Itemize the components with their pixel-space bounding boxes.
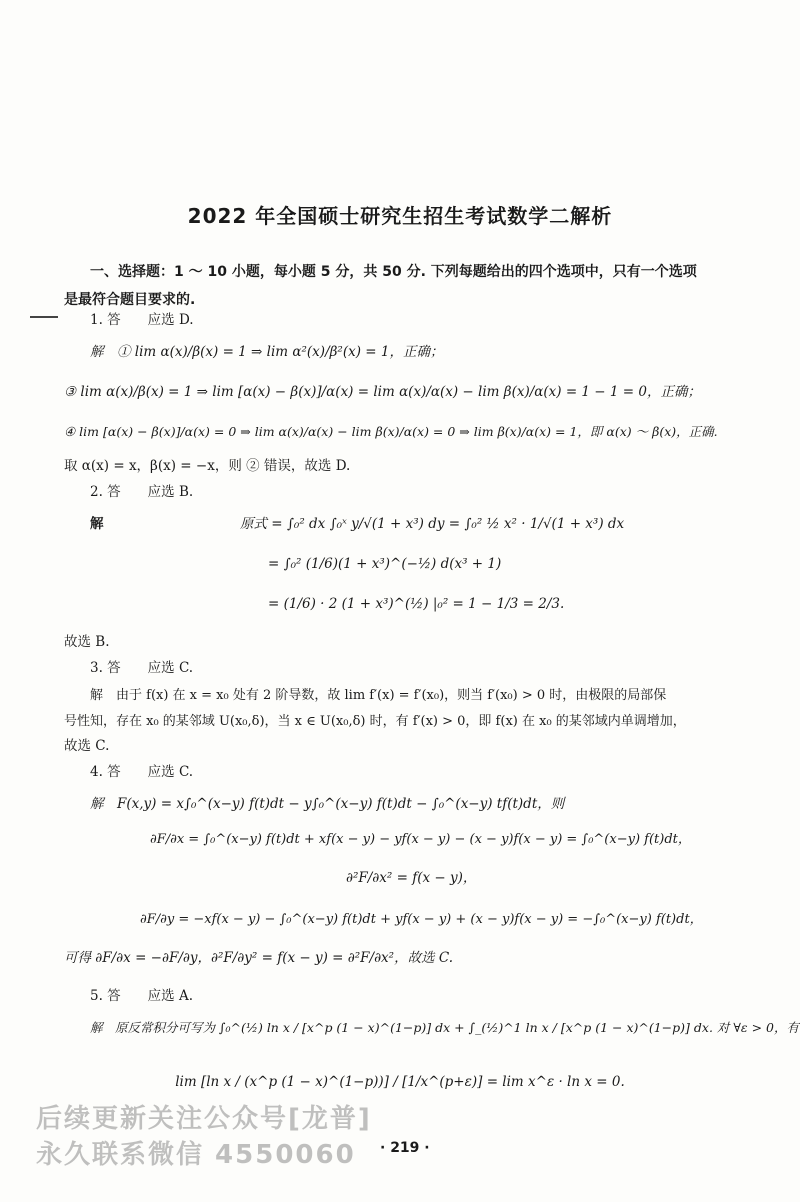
section-heading (64, 258, 744, 314)
q5-solution-line1: 解 原反常积分可写为 ∫₀^(½) ln x / [x^p (1 − x)^(1−p)] dx + ∫_(½)^1 ln x / [x^p (1 − x)^(1−p)] dx. 对 ∀ε > 0，有 (90, 1020, 799, 1035)
q2-solution-label: 解 (90, 516, 104, 532)
q1-solution-line1: 解 ① lim α(x)/β(x) = 1 ⇒ lim α²(x)/β²(x) = 1，正确； (90, 344, 444, 360)
q1-solution-line2: ③ lim α(x)/β(x) = 1 ⇒ lim [α(x) − β(x)]/α(x) = lim α(x)/α(x) − lim β(x)/α(x) = 1 − 1 = 0，正确； (64, 384, 701, 400)
q5-answer-header: 5. 答 应选 A. (90, 988, 194, 1004)
q2-solution-line2: = ∫₀² (1/6)(1 + x³)^(−½) d(x³ + 1) (268, 556, 502, 572)
page-number: · 219 · (380, 1140, 430, 1156)
watermark-line1: 后续更新关注公众号[龙普] (36, 1104, 372, 1134)
page-title: 2022 年全国硕士研究生招生考试数学二解析 (187, 204, 613, 228)
q3-solution-line2: 号性知，存在 x₀ 的某邻域 U(x₀,δ)，当 x ∈ U(x₀,δ) 时，有 f′(x) > 0，即 f(x) 在 x₀ 的某邻域内单调增加， (64, 714, 686, 729)
q2-answer-header: 2. 答 应选 B. (90, 484, 194, 500)
q5-solution-line2: lim [ln x / (x^p (1 − x)^(1−p))] / [1/x^(p+ε)] = lim x^ε · ln x = 0. (175, 1074, 625, 1090)
q1-solution-line3: ④ lim [α(x) − β(x)]/α(x) = 0 ⇒ lim α(x)/α(x) − lim β(x)/α(x) = 0 ⇒ lim β(x)/α(x) = 1，即 α(x) ～ β(x)，正确. (64, 424, 718, 439)
q2-solution-line3: = (1/6) · 2 (1 + x³)^(½) |₀² = 1 − 1/3 = 2/3. (268, 596, 565, 612)
q4-solution-line5: 可得 ∂F/∂x = −∂F/∂y，∂²F/∂y² = f(x − y) = ∂²F/∂x²，故选 C. (64, 950, 454, 966)
q2-solution-line1: 原式 = ∫₀² dx ∫₀ˣ y/√(1 + x³) dy = ∫₀² ½ x² · 1/√(1 + x³) dx (240, 516, 625, 532)
q3-solution-line3: 故选 C. (64, 738, 110, 754)
q4-solution-line1: 解 F(x,y) = x∫₀^(x−y) f(t)dt − y∫₀^(x−y) f(t)dt − ∫₀^(x−y) tf(t)dt，则 (90, 796, 565, 812)
q2-solution-line4: 故选 B. (64, 634, 110, 650)
margin-mark (30, 316, 58, 318)
q4-solution-line3: ∂²F/∂x² = f(x − y)， (346, 870, 477, 886)
q4-answer-header: 4. 答 应选 C. (90, 764, 194, 780)
section-heading-line1: 一、选择题：1 ～ 10 小题，每小题 5 分，共 50 分. 下列每题给出的四个选项中，只有一个选项 (90, 264, 697, 280)
section-heading-line2: 是最符合题目要求的. (64, 292, 196, 308)
watermark-line2: 永久联系微信 4550060 (36, 1140, 356, 1170)
q1-solution-line4: 取 α(x) = x，β(x) = −x，则 ② 错误，故选 D. (64, 458, 351, 474)
q3-answer-header: 3. 答 应选 C. (90, 660, 194, 676)
q4-solution-line2: ∂F/∂x = ∫₀^(x−y) f(t)dt + xf(x − y) − yf(x − y) − (x − y)f(x − y) = ∫₀^(x−y) f(t)dt， (150, 832, 691, 847)
q1-answer-header: 1. 答 应选 D. (90, 312, 194, 328)
q3-solution-line1: 解 由于 f(x) 在 x = x₀ 处有 2 阶导数，故 lim f′(x) = f′(x₀)，则当 f′(x₀) > 0 时，由极限的局部保 (90, 688, 667, 703)
q4-solution-line4: ∂F/∂y = −xf(x − y) − ∫₀^(x−y) f(t)dt + yf(x − y) + (x − y)f(x − y) = −∫₀^(x−y) f(t)dt， (140, 912, 703, 927)
